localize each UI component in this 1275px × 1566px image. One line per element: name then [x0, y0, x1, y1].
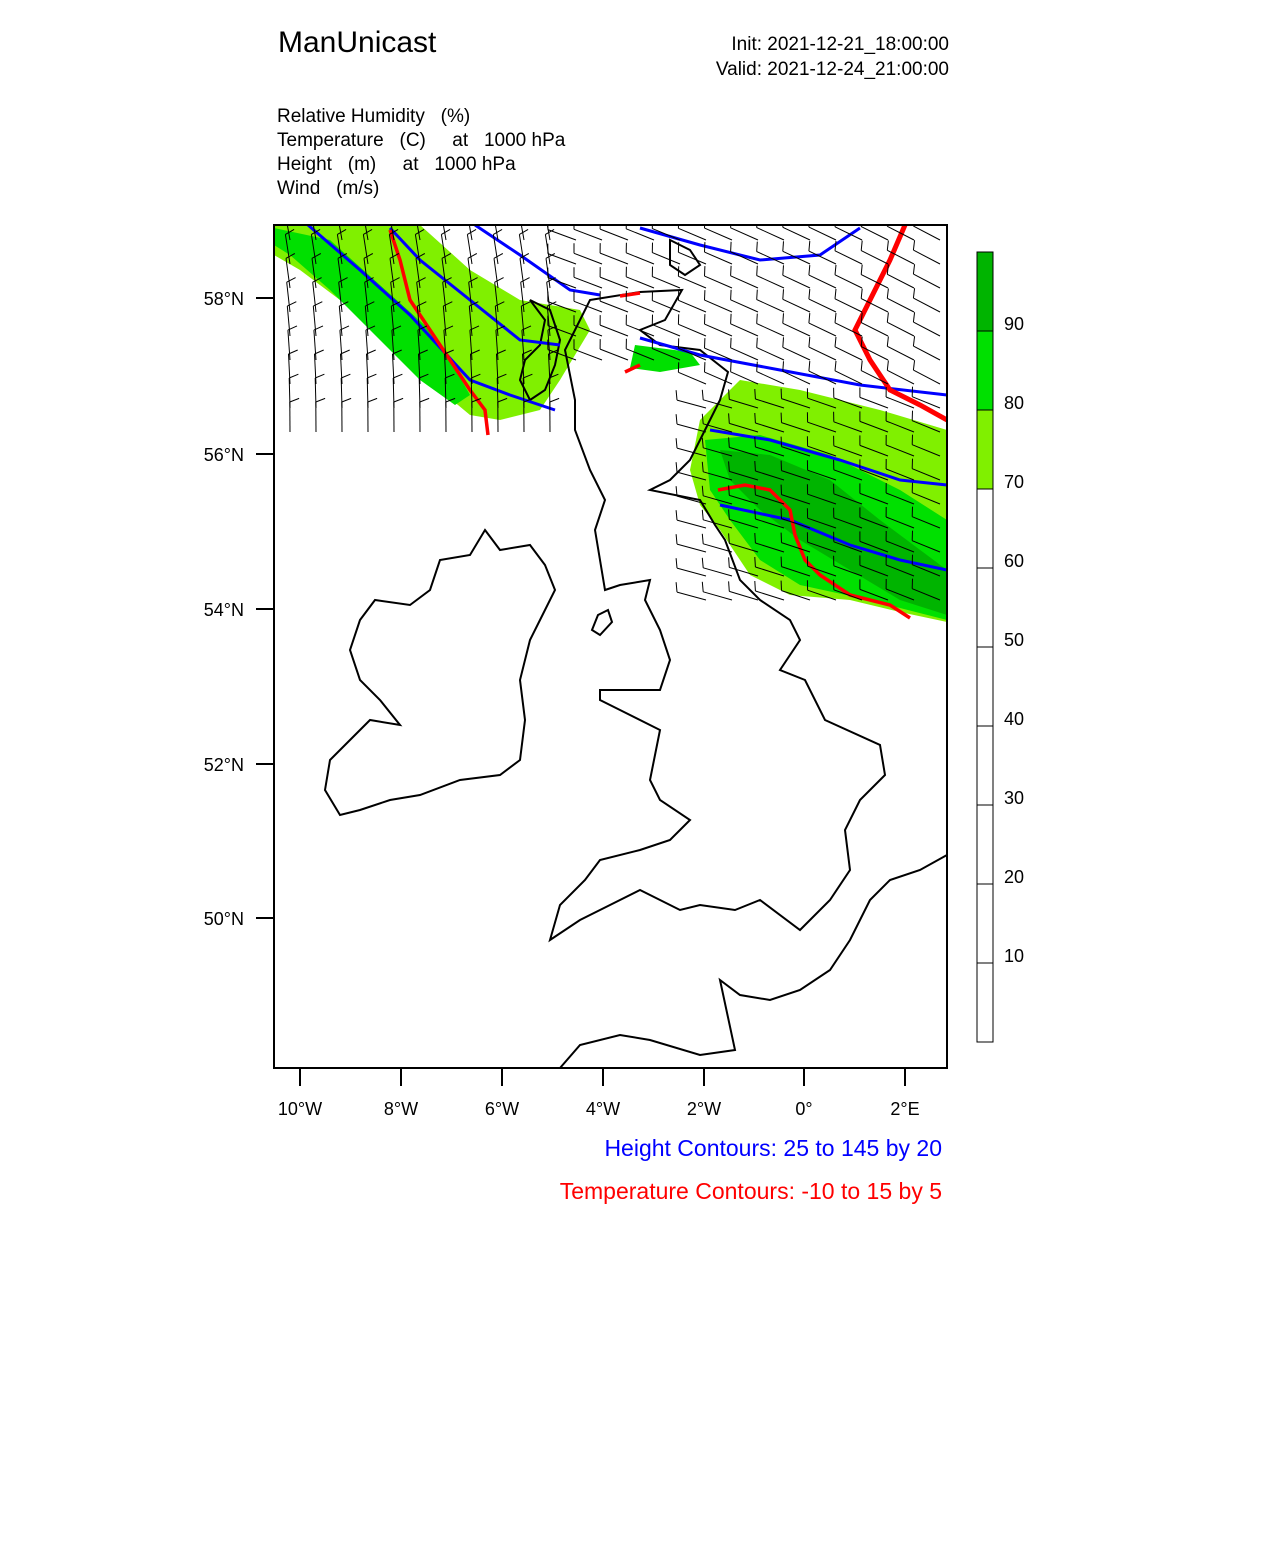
wind-barb-feather: [835, 241, 836, 251]
wind-barb-feather: [729, 557, 730, 567]
wind-barb-feather: [913, 336, 914, 346]
wind-barb-feather: [755, 509, 756, 519]
wind-barb-feather: [809, 361, 810, 371]
wind-barb-feather: [729, 509, 730, 519]
wind-barb: [731, 228, 758, 240]
wind-barb-feather: [676, 510, 677, 520]
wind-barb-feather: [755, 437, 756, 447]
lat-tick-label: 50°N: [203, 909, 244, 929]
colorbar-bin: [977, 963, 993, 1042]
wind-barb-feather: [809, 241, 810, 251]
temperature-contour: [620, 293, 640, 296]
wind-barb-feather: [757, 362, 758, 372]
map-frame: [274, 225, 947, 1068]
coast-isle-of-man: [592, 610, 612, 635]
wind-barb-feather: [809, 337, 810, 347]
wind-barb-feather: [835, 265, 836, 275]
colorbar-bin: [977, 489, 993, 568]
wind-barb: [652, 277, 680, 288]
wind-barb-feather: [420, 398, 429, 402]
wind-barb: [835, 275, 862, 288]
wind-barb-feather: [521, 278, 530, 283]
wind-barb-feather: [495, 278, 504, 283]
wind-barb: [600, 349, 628, 360]
wind-barb-feather: [729, 581, 730, 591]
wind-barb: [652, 253, 680, 264]
wind-barb-feather: [861, 241, 862, 251]
wind-barb-feather: [729, 485, 730, 495]
wind-barb-feather: [545, 205, 554, 210]
wind-barb-feather: [676, 414, 677, 424]
wind-barb: [887, 322, 914, 336]
wind-barb: [913, 274, 940, 288]
wind-barb-feather: [887, 240, 888, 250]
wind-barb-feather: [676, 582, 677, 592]
wind-barb-feather: [783, 289, 784, 299]
init-time: Init: 2021-12-21_18:00:00: [731, 34, 949, 55]
coast-great-britain: [550, 290, 885, 940]
colorbar: [977, 252, 1024, 1042]
wind-barb-feather: [468, 254, 477, 259]
wind-barb: [652, 229, 680, 240]
map-title: ManUnicast: [278, 26, 437, 59]
wind-barb: [783, 227, 810, 240]
wind-barb: [887, 274, 914, 288]
lat-tick-label: 58°N: [203, 289, 244, 309]
wind-barb-feather: [676, 558, 677, 568]
lon-tick-label: 2°E: [890, 1099, 920, 1119]
wind-barb-feather: [861, 361, 862, 371]
wind-barb: [626, 253, 654, 264]
wind-barb-feather: [550, 398, 559, 402]
wind-barb: [626, 277, 654, 288]
wind-barb-feather: [861, 289, 862, 299]
wind-barb-feather: [835, 337, 836, 347]
wind-barb: [677, 592, 706, 600]
wind-barb: [705, 324, 733, 336]
wind-barb-feather: [676, 438, 677, 448]
wind-barb-feather: [913, 312, 914, 322]
wind-barb: [548, 230, 576, 240]
wind-barb-feather: [755, 389, 756, 399]
wind-barb: [652, 325, 680, 336]
wind-barb: [678, 276, 706, 288]
wind-barb-feather: [367, 374, 376, 378]
wind-barb: [809, 323, 836, 336]
wind-barb-feather: [494, 254, 503, 259]
wind-barb-feather: [755, 581, 756, 591]
wind-barb-feather: [731, 290, 732, 300]
wind-barb-feather: [757, 338, 758, 348]
colorbar-bin: [977, 252, 993, 331]
wind-barb-feather: [290, 398, 299, 402]
wind-barb: [887, 370, 914, 384]
wind-barb-feather: [783, 361, 784, 371]
wind-barb-feather: [913, 264, 914, 274]
wind-barb-feather: [702, 534, 703, 544]
wind-barb: [757, 324, 784, 336]
wind-barb: [809, 275, 836, 288]
wind-barb: [757, 372, 784, 384]
colorbar-label: 20: [1004, 867, 1025, 887]
wind-barb-feather: [887, 336, 888, 346]
wind-barb: [783, 323, 810, 336]
wind-barb-feather: [913, 360, 914, 370]
wind-barb-feather: [731, 362, 732, 372]
wind-barb-feather: [368, 398, 377, 402]
wind-barb: [835, 299, 862, 312]
lon-tick-label: 4°W: [585, 1099, 621, 1119]
wind-barb-feather: [783, 337, 784, 347]
lat-tick-label: 54°N: [203, 600, 244, 620]
variable-wind: Wind (m/s): [277, 178, 380, 199]
wind-barb-feather: [415, 205, 424, 210]
wind-barb-feather: [467, 205, 476, 210]
colorbar-label: 70: [1004, 472, 1025, 492]
wind-barb: [705, 228, 733, 240]
wind-barb-feather: [731, 218, 732, 228]
wind-barb: [705, 252, 733, 264]
wind-barb: [757, 276, 784, 288]
colorbar-label: 50: [1004, 630, 1025, 650]
wind-barb: [913, 322, 940, 336]
map-field: [274, 205, 947, 1068]
wind-barb: [783, 275, 810, 288]
wind-barb: [913, 370, 940, 384]
wind-barb-feather: [729, 413, 730, 423]
wind-barb-feather: [755, 461, 756, 471]
wind-barb: [913, 226, 940, 240]
wind-barb: [861, 227, 888, 240]
wind-barb: [705, 300, 733, 312]
wind-barb-feather: [755, 485, 756, 495]
wind-barb: [731, 348, 758, 360]
wind-barb-feather: [729, 533, 730, 543]
wind-barb-feather: [337, 205, 346, 210]
wind-barb-feather: [287, 278, 296, 283]
wind-barb-feather: [519, 229, 528, 234]
lon-tick-label: 0°: [795, 1099, 813, 1119]
lon-tick-label: 10°W: [277, 1099, 323, 1119]
wind-barb-feather: [729, 437, 730, 447]
wind-barb-feather: [887, 312, 888, 322]
wind-barb-feather: [702, 558, 703, 568]
wind-barb: [678, 372, 706, 384]
wind-barb: [600, 253, 628, 264]
wind-barb-feather: [393, 374, 402, 378]
wind-barb-feather: [731, 242, 732, 252]
wind-barb: [626, 301, 654, 312]
wind-barb-feather: [757, 266, 758, 276]
wind-barb-feather: [757, 290, 758, 300]
wind-barb-feather: [676, 462, 677, 472]
wind-barb: [783, 299, 810, 312]
valid-time: Valid: 2021-12-24_21:00:00: [715, 59, 949, 80]
colorbar-bin: [977, 410, 993, 489]
colorbar-bin: [977, 884, 993, 963]
wind-barb-feather: [755, 557, 756, 567]
wind-barb-feather: [285, 205, 294, 210]
height-contours-legend: Height Contours: 25 to 145 by 20: [604, 1135, 942, 1161]
wind-barb-feather: [783, 265, 784, 275]
wind-barb: [913, 346, 940, 360]
wind-barb-feather: [809, 289, 810, 299]
colorbar-bin: [977, 647, 993, 726]
wind-barb-feather: [757, 314, 758, 324]
variable-rh: Relative Humidity (%): [277, 106, 471, 127]
wind-barb-feather: [861, 265, 862, 275]
wind-barb: [677, 568, 706, 576]
height-contour: [640, 228, 860, 260]
wind-barb-feather: [835, 313, 836, 323]
wind-barb: [600, 325, 628, 336]
colorbar-bin: [977, 726, 993, 805]
wind-barb: [678, 324, 706, 336]
wind-barb-feather: [887, 288, 888, 298]
colorbar-bin: [977, 805, 993, 884]
wind-barb: [678, 300, 706, 312]
variable-temperature: Temperature (C) at 1000 hPa: [277, 130, 566, 151]
lon-tick-label: 6°W: [484, 1099, 520, 1119]
wind-barb-feather: [809, 313, 810, 323]
wind-barb-feather: [676, 534, 677, 544]
wind-barb-feather: [702, 390, 703, 400]
wind-barb-feather: [757, 218, 758, 228]
lon-tick-label: 2°W: [686, 1099, 722, 1119]
lat-axis: [204, 289, 274, 929]
wind-barb: [835, 251, 862, 264]
wind-barb: [887, 298, 914, 312]
wind-barb-feather: [519, 205, 528, 210]
wind-barb-feather: [493, 205, 502, 210]
wind-barb-feather: [394, 398, 403, 402]
wind-barb-feather: [757, 242, 758, 252]
wind-barb: [600, 277, 628, 288]
wind-barb-feather: [341, 374, 350, 378]
wind-barb: [809, 347, 836, 360]
wind-barb-feather: [493, 229, 502, 234]
wind-barb: [600, 301, 628, 312]
wind-barb: [809, 299, 836, 312]
wind-barb: [574, 349, 602, 360]
wind-barb-feather: [835, 289, 836, 299]
wind-barb-feather: [809, 265, 810, 275]
colorbar-label: 80: [1004, 393, 1025, 413]
wind-barb-feather: [731, 338, 732, 348]
lat-tick-label: 56°N: [203, 445, 244, 465]
lon-axis: [278, 1068, 920, 1119]
colorbar-label: 60: [1004, 551, 1025, 571]
wind-barb-feather: [702, 510, 703, 520]
wind-barb: [705, 276, 733, 288]
wind-barb: [861, 323, 888, 336]
wind-barb-feather: [441, 205, 450, 210]
wind-barb-feather: [676, 390, 677, 400]
wind-barb-feather: [389, 205, 398, 210]
wind-barb: [574, 253, 602, 264]
wind-barb-feather: [467, 229, 476, 234]
wind-barb-feather: [835, 361, 836, 371]
wind-barb: [678, 228, 706, 240]
colorbar-bin: [977, 331, 993, 410]
wind-barb: [757, 348, 784, 360]
wind-barb: [731, 300, 758, 312]
lon-tick-label: 8°W: [383, 1099, 419, 1119]
wind-barb-feather: [731, 314, 732, 324]
wind-barb: [703, 592, 732, 600]
wind-barb-feather: [342, 398, 351, 402]
colorbar-label: 30: [1004, 788, 1025, 808]
colorbar-label: 40: [1004, 709, 1025, 729]
wind-barb-feather: [913, 240, 914, 250]
colorbar-bin: [977, 568, 993, 647]
wind-barb-feather: [702, 582, 703, 592]
coast-ireland: [325, 530, 555, 815]
wind-barb: [913, 250, 940, 264]
wind-barb: [835, 347, 862, 360]
wind-barb-feather: [729, 389, 730, 399]
wind-barb-feather: [289, 374, 298, 378]
wind-barb: [757, 228, 784, 240]
wind-barb: [861, 251, 888, 264]
wind-barb-feather: [729, 461, 730, 471]
wind-barb: [574, 229, 602, 240]
wind-barb-feather: [783, 313, 784, 323]
wind-barb: [783, 347, 810, 360]
wind-barb: [913, 298, 940, 312]
wind-barb-feather: [755, 533, 756, 543]
wind-barb: [703, 568, 732, 576]
wind-barb-feather: [315, 374, 324, 378]
wind-barb: [757, 300, 784, 312]
wind-barb-feather: [441, 229, 450, 234]
wind-barb: [809, 227, 836, 240]
wind-barb: [677, 544, 706, 552]
lat-tick-label: 52°N: [203, 755, 244, 775]
wind-barb: [677, 520, 706, 528]
coast-france: [560, 855, 947, 1068]
wind-barb-feather: [363, 205, 372, 210]
wind-barb-feather: [755, 413, 756, 423]
wind-barb-feather: [731, 266, 732, 276]
wind-barb-feather: [887, 360, 888, 370]
wind-barb: [887, 346, 914, 360]
wind-barb: [600, 229, 628, 240]
temperature-contours-legend: Temperature Contours: -10 to 15 by 5: [559, 1178, 942, 1204]
wind-barb-feather: [316, 398, 325, 402]
wind-barb: [574, 277, 602, 288]
wind-barb: [731, 324, 758, 336]
wind-barb-feather: [783, 241, 784, 251]
colorbar-label: 90: [1004, 314, 1025, 334]
colorbar-label: 10: [1004, 946, 1025, 966]
variable-height: Height (m) at 1000 hPa: [277, 154, 516, 175]
wind-barb-feather: [913, 288, 914, 298]
wind-barb: [677, 400, 706, 408]
wind-barb-feather: [311, 205, 320, 210]
wind-barb: [731, 276, 758, 288]
